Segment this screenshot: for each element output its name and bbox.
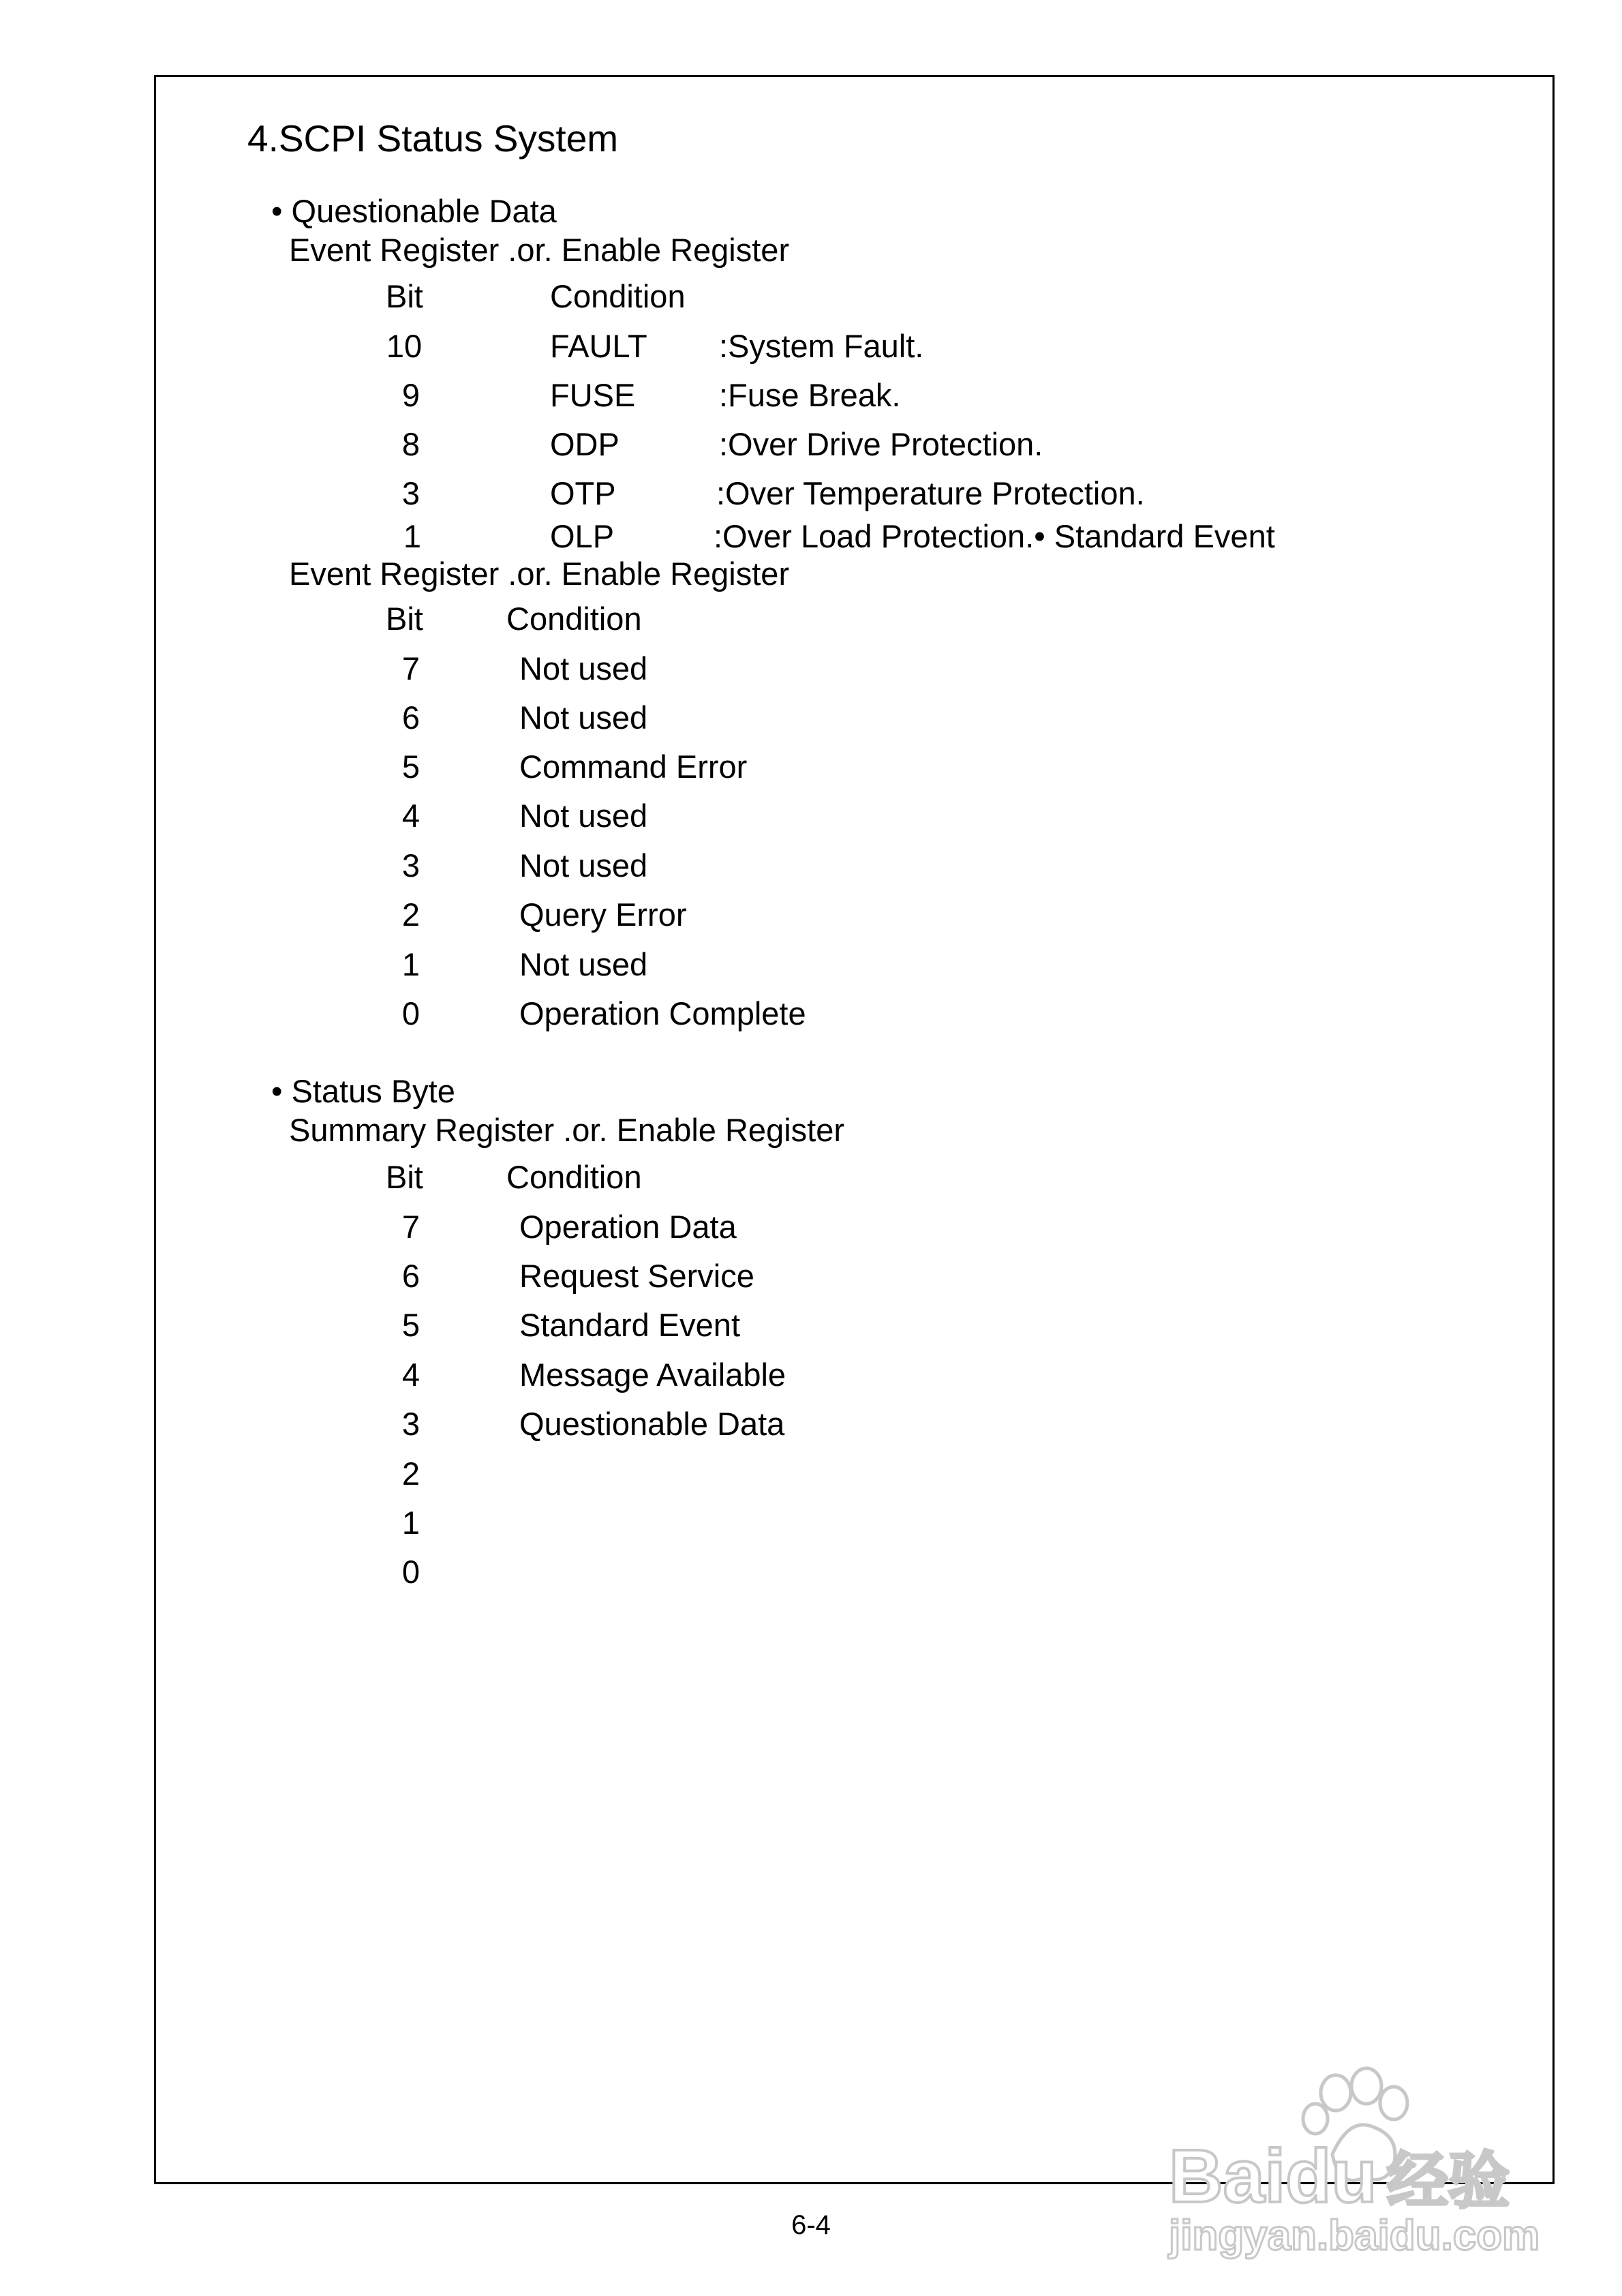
se-row-condition: Not used	[519, 650, 648, 686]
status-byte-col-condition: Condition	[506, 1159, 642, 1195]
q-row-name: OLP	[550, 518, 615, 554]
sb-row-bit: 1	[401, 1505, 420, 1541]
se-row-condition: Operation Complete	[519, 995, 806, 1031]
questionable-col-bit: Bit	[386, 278, 423, 314]
q-row-desc: :Over Drive Protection.	[719, 426, 1043, 462]
se-row-condition: Query Error	[519, 896, 687, 933]
q-row-name: ODP	[550, 426, 619, 462]
se-row-bit: 4	[401, 798, 420, 834]
standard-event-col-bit: Bit	[386, 601, 423, 637]
sb-row-condition: Operation Data	[519, 1209, 737, 1245]
baidu-jingyan-watermark	[1162, 2066, 1544, 2270]
se-row-bit: 7	[401, 650, 420, 686]
sb-row-condition: Questionable Data	[519, 1406, 785, 1442]
sb-row-condition: Message Available	[519, 1357, 786, 1393]
q-row-desc: :System Fault.	[719, 328, 924, 364]
se-row-bit: 6	[401, 699, 420, 736]
q-row-name: OTP	[550, 475, 616, 511]
watermark-url: jingyan.baidu.com	[1169, 2212, 1540, 2259]
q-row-name: FAULT	[550, 328, 647, 364]
standard-event-subheading: Event Register .or. Enable Register	[289, 556, 790, 592]
sb-row-bit: 2	[401, 1455, 420, 1492]
se-row-bit: 2	[401, 896, 420, 933]
questionable-col-condition: Condition	[550, 278, 686, 314]
sb-row-condition: Request Service	[519, 1258, 754, 1294]
q-row-bit: 1	[403, 518, 422, 554]
sb-row-bit: 7	[401, 1209, 420, 1245]
sb-row-condition: Standard Event	[519, 1307, 740, 1343]
sb-row-bit: 0	[401, 1554, 420, 1590]
section-title: 4.SCPI Status System	[247, 117, 619, 160]
q-row-bit: 9	[401, 377, 420, 413]
questionable-heading: • Questionable Data	[271, 193, 557, 229]
se-row-bit: 3	[401, 847, 420, 883]
status-byte-heading: • Status Byte	[271, 1073, 455, 1109]
q-row-desc: :Fuse Break.	[719, 377, 901, 413]
q-row-bit: 3	[401, 475, 420, 511]
se-row-condition: Command Error	[519, 749, 748, 785]
se-row-condition: Not used	[519, 798, 648, 834]
watermark-brand: Baidu	[1169, 2134, 1377, 2218]
page-number: 6-4	[791, 2210, 831, 2240]
q-row-bit: 8	[401, 426, 420, 462]
sb-row-bit: 6	[401, 1258, 420, 1294]
status-byte-col-bit: Bit	[386, 1159, 423, 1195]
q-row-name: FUSE	[550, 377, 636, 413]
se-row-bit: 1	[401, 946, 420, 982]
q-row-desc: :Over Load Protection.• Standard Event	[714, 518, 1275, 554]
se-row-condition: Not used	[519, 946, 648, 982]
se-row-bit: 0	[401, 995, 420, 1031]
se-row-condition: Not used	[519, 847, 648, 883]
sb-row-bit: 4	[401, 1357, 420, 1393]
se-row-bit: 5	[401, 749, 420, 785]
svg-text:经验: 经验	[1387, 2145, 1510, 2217]
questionable-subheading: Event Register .or. Enable Register	[289, 232, 790, 268]
q-row-bit: 10	[386, 328, 423, 364]
sb-row-bit: 3	[401, 1406, 420, 1442]
sb-row-bit: 5	[401, 1307, 420, 1343]
status-byte-subheading: Summary Register .or. Enable Register	[289, 1112, 844, 1148]
se-row-condition: Not used	[519, 699, 648, 736]
q-row-desc: :Over Temperature Protection.	[716, 475, 1145, 511]
standard-event-col-condition: Condition	[506, 601, 642, 637]
